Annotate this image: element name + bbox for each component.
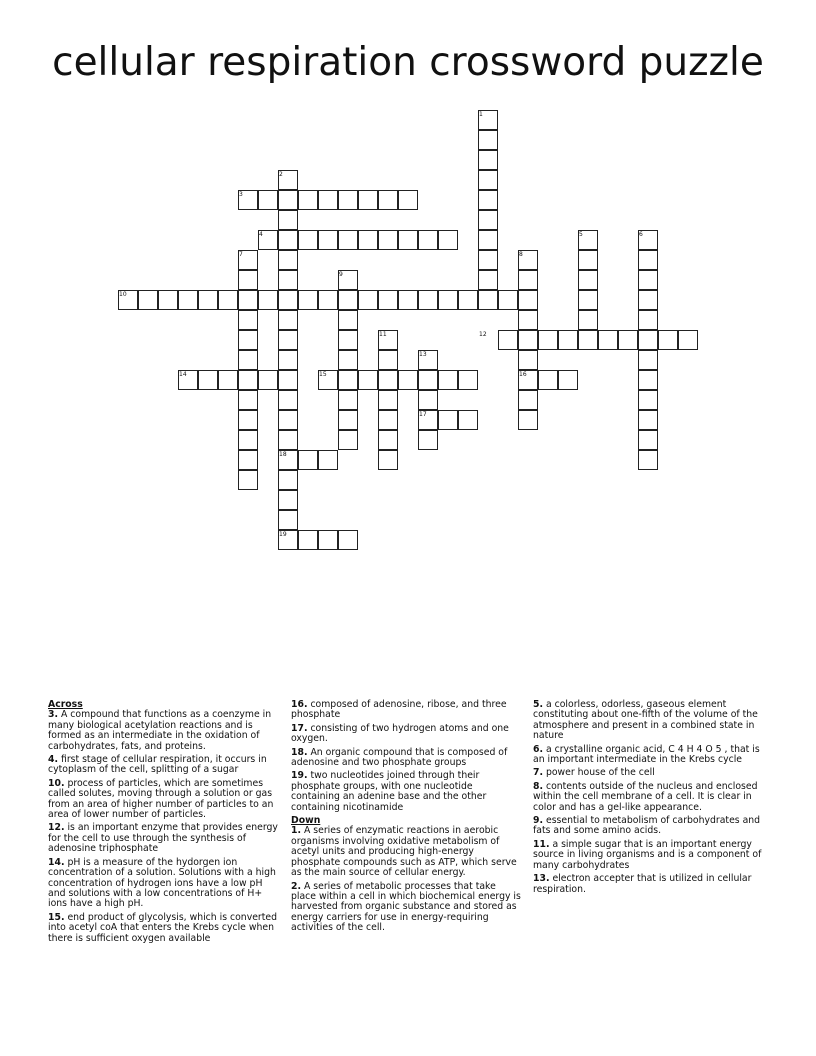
crossword-cell[interactable] (578, 250, 598, 270)
clue-number-label: 1 (479, 111, 483, 118)
clue-text: first stage of cellular respiration, it occurs in cytoplasm of the cell, splitting of a sugar (48, 754, 267, 776)
clue-number-label: 17 (419, 411, 427, 418)
clue-number-label: 13 (419, 351, 427, 358)
crossword-cell[interactable] (418, 390, 438, 410)
crossword-cell[interactable] (438, 410, 458, 430)
clue-text: A compound that functions as a coenzyme in many biological acetylation reactions and is formed as an intermediate in the oxidation of carbohydrates, fats, and proteins. (48, 709, 272, 752)
clue-number: 14. (48, 856, 65, 868)
crossword-cell[interactable] (238, 370, 258, 390)
crossword-cell[interactable] (638, 270, 658, 290)
crossword-cell[interactable] (378, 410, 398, 430)
clue-number-label: 7 (239, 251, 243, 258)
clues-column-3 (533, 700, 765, 898)
crossword-cell[interactable] (278, 470, 298, 490)
clue-text: power house of the cell (543, 767, 655, 779)
crossword-cell[interactable] (438, 370, 458, 390)
clue-number-label: 14 (179, 371, 187, 378)
crossword-cell[interactable] (478, 190, 498, 210)
clue-number: 7. (533, 767, 544, 779)
clue-number-label: 5 (579, 231, 583, 238)
crossword-cell[interactable] (358, 370, 378, 390)
crossword-cell[interactable] (378, 390, 398, 410)
crossword-cell[interactable] (338, 310, 358, 330)
crossword-cell[interactable] (538, 370, 558, 390)
crossword-cell[interactable] (178, 290, 198, 310)
down-clue-list-continued (533, 700, 765, 895)
crossword-cell[interactable] (398, 230, 418, 250)
clue-number: 11. (533, 838, 550, 850)
crossword-cell[interactable] (378, 370, 398, 390)
crossword-cell[interactable] (418, 370, 438, 390)
crossword-cell[interactable] (318, 190, 338, 210)
clue-item (48, 913, 280, 944)
clue-number: 6. (533, 743, 544, 755)
clue-item (48, 755, 280, 776)
clue-item (48, 823, 280, 854)
clue-number-label: 12 (479, 331, 487, 338)
crossword-cell[interactable] (198, 370, 218, 390)
crossword-cell[interactable] (418, 290, 438, 310)
clue-number-label: 16 (519, 371, 527, 378)
crossword-cell[interactable] (338, 410, 358, 430)
crossword-cell[interactable] (458, 410, 478, 430)
crossword-cell[interactable] (138, 290, 158, 310)
clue-number-label: 18 (279, 451, 287, 458)
crossword-cell[interactable] (278, 390, 298, 410)
crossword-cell[interactable] (298, 230, 318, 250)
crossword-cell[interactable] (378, 230, 398, 250)
crossword-cell[interactable] (218, 290, 238, 310)
crossword-cell[interactable] (158, 290, 178, 310)
crossword-cell[interactable] (678, 330, 698, 350)
crossword-cell[interactable] (478, 130, 498, 150)
crossword-cell[interactable] (378, 290, 398, 310)
crossword-cell[interactable] (478, 270, 498, 290)
crossword-cell[interactable] (338, 430, 358, 450)
clue-number: 17. (291, 722, 308, 734)
clue-item (533, 840, 765, 871)
crossword-cell[interactable] (638, 330, 658, 350)
crossword-cell[interactable] (318, 530, 338, 550)
crossword-cell[interactable] (238, 470, 258, 490)
crossword-cell[interactable] (278, 290, 298, 310)
crossword-cell[interactable] (358, 190, 378, 210)
clue-text: An organic compound that is composed of adenosine and two phosphate groups (291, 746, 508, 769)
crossword-cell[interactable] (298, 190, 318, 210)
clue-number-label: 8 (519, 251, 523, 258)
crossword-cell[interactable] (258, 190, 278, 210)
crossword-cell[interactable] (638, 430, 658, 450)
crossword-cell[interactable] (478, 230, 498, 250)
clue-item (533, 700, 765, 742)
clue-item (533, 768, 765, 778)
crossword-cell[interactable] (298, 450, 318, 470)
crossword-cell[interactable] (338, 350, 358, 370)
crossword-cell[interactable] (338, 190, 358, 210)
clue-number-label: 3 (239, 191, 243, 198)
crossword-cell[interactable] (238, 350, 258, 370)
clue-item (291, 700, 523, 721)
crossword-cell[interactable] (278, 370, 298, 390)
crossword-cell[interactable] (318, 290, 338, 310)
clue-number-label: 10 (119, 291, 127, 298)
crossword-cell[interactable] (258, 290, 278, 310)
crossword-cell[interactable] (238, 450, 258, 470)
clue-number: 8. (533, 780, 544, 792)
crossword-cell[interactable] (438, 230, 458, 250)
clue-number: 12. (48, 822, 65, 834)
crossword-cell[interactable] (638, 390, 658, 410)
clue-text: essential to metabolism of carbohydrates and fats and some amino acids. (533, 815, 761, 837)
clue-text: electron accepter that is utilized in cellular respiration. (533, 873, 752, 895)
crossword-cell[interactable] (478, 290, 498, 310)
clue-number: 4. (48, 754, 59, 766)
clue-item (533, 816, 765, 837)
clues-column-1 (48, 700, 280, 947)
crossword-cell[interactable] (218, 370, 238, 390)
crossword-cell[interactable] (498, 330, 518, 350)
clue-text: a crystalline organic acid, C 4 H 4 O 5 , that is an important intermediate in the Krebs cycle (533, 743, 760, 766)
crossword-cell[interactable] (278, 410, 298, 430)
clue-number-label: 6 (639, 231, 643, 238)
crossword-cell[interactable] (278, 230, 298, 250)
clue-text: process of particles, which are sometimes called solutes, moving through a solution or gas from an area of higher number of particles to an area of lower number of particles. (48, 777, 274, 821)
crossword-cell[interactable] (298, 530, 318, 550)
crossword-cell[interactable] (378, 430, 398, 450)
crossword-cell[interactable] (618, 330, 638, 350)
clue-number: 3. (48, 709, 59, 721)
clue-item (48, 710, 280, 752)
crossword-cell[interactable] (318, 230, 338, 250)
crossword-cell[interactable] (458, 370, 478, 390)
clue-item (291, 724, 523, 745)
crossword-cell[interactable] (578, 310, 598, 330)
crossword-cell[interactable] (638, 310, 658, 330)
crossword-cell[interactable] (598, 330, 618, 350)
crossword-cell[interactable] (638, 410, 658, 430)
clue-item (291, 771, 523, 813)
clue-number: 13. (533, 873, 550, 885)
clue-number: 2. (291, 880, 302, 892)
clue-number-label: 2 (279, 171, 283, 178)
clue-item (291, 748, 523, 769)
crossword-cell[interactable] (398, 290, 418, 310)
clue-number-label: 9 (339, 271, 343, 278)
clue-text: is an important enzyme that provides energy for the cell to use through the synthesis of adenosine triphosphate (48, 822, 278, 855)
clue-number: 19. (291, 770, 308, 782)
crossword-cell[interactable] (278, 350, 298, 370)
crossword-cell[interactable] (518, 310, 538, 330)
crossword-cell[interactable] (518, 390, 538, 410)
clue-item (533, 745, 765, 766)
crossword-cell[interactable] (358, 230, 378, 250)
across-clue-list (48, 710, 280, 944)
crossword-cell[interactable] (278, 210, 298, 230)
crossword-cell[interactable] (518, 270, 538, 290)
crossword-cell[interactable] (278, 310, 298, 330)
crossword-cell[interactable] (378, 190, 398, 210)
clue-number-label: 19 (279, 531, 287, 538)
crossword-cell[interactable] (278, 250, 298, 270)
crossword-cell[interactable] (538, 330, 558, 350)
clue-text: contents outside of the nucleus and enclosed within the cell membrane of a cell. It is clear in color and has a gel-like appearance. (533, 780, 758, 813)
crossword-cell[interactable] (338, 370, 358, 390)
clue-text: A series of metabolic processes that take place within a cell in which biochemical energy is harvested from organic substance and stored as energy carriers for use in energy-requiring activities of the cell. (291, 880, 521, 934)
crossword-cell[interactable] (578, 270, 598, 290)
clue-text: A series of enzymatic reactions in aerobic organisms involving oxidative metabolism of acetyl units and producing high-energy phosphate compounds such as ATP, which serve as the main source of cellular energy. (291, 825, 517, 879)
clue-item (533, 874, 765, 895)
crossword-cell[interactable] (498, 290, 518, 310)
crossword-cell[interactable] (418, 430, 438, 450)
crossword-cell[interactable] (198, 290, 218, 310)
clue-item (48, 779, 280, 821)
clue-text: consisting of two hydrogen atoms and one oxygen. (291, 722, 509, 745)
crossword-cell[interactable] (478, 250, 498, 270)
clue-text: a simple sugar that is an important energy source in living organisms and is a component of many carbohydrates (533, 838, 762, 871)
crossword-cell[interactable] (638, 370, 658, 390)
crossword-cell[interactable] (278, 430, 298, 450)
crossword-cell[interactable] (558, 330, 578, 350)
crossword-cell[interactable] (318, 450, 338, 470)
crossword-cell[interactable] (238, 290, 258, 310)
clue-text: end product of glycolysis, which is converted into acetyl coA that enters the Krebs cycle when there is sufficient oxygen available (48, 911, 278, 944)
clue-number: 10. (48, 777, 65, 789)
clue-number: 18. (291, 746, 308, 758)
clue-number-label: 4 (259, 231, 263, 238)
crossword-cell[interactable] (378, 350, 398, 370)
crossword-cell[interactable] (238, 330, 258, 350)
crossword-cell[interactable] (338, 330, 358, 350)
crossword-cell[interactable] (278, 270, 298, 290)
crossword-cell[interactable] (298, 290, 318, 310)
clue-number: 1. (291, 825, 302, 837)
crossword-cell[interactable] (638, 450, 658, 470)
crossword-cell[interactable] (518, 350, 538, 370)
down-clue-list (291, 826, 523, 933)
clue-text: a colorless, odorless, gaseous element constituting about one-fifth of the volume of the atmosphere and present in a combined state in nature (533, 699, 758, 742)
crossword-cell[interactable] (278, 510, 298, 530)
clue-number-label: 11 (379, 331, 387, 338)
crossword-cell[interactable] (238, 270, 258, 290)
crossword-cell[interactable] (338, 390, 358, 410)
crossword-cell[interactable] (338, 290, 358, 310)
clue-text: two nucleotides joined through their phosphate groups, with one nucleotide containing an adenine base and the other containing nicotinamide (291, 770, 487, 813)
crossword-cell[interactable] (238, 390, 258, 410)
crossword-cell[interactable] (478, 170, 498, 190)
clue-item (48, 858, 280, 910)
clue-number-label: 15 (319, 371, 327, 378)
crossword-cell[interactable] (278, 490, 298, 510)
crossword-cell[interactable] (518, 330, 538, 350)
crossword-cell[interactable] (238, 310, 258, 330)
crossword-cell[interactable] (518, 410, 538, 430)
crossword-cell[interactable] (258, 370, 278, 390)
crossword-cell[interactable] (398, 190, 418, 210)
crossword-cell[interactable] (478, 150, 498, 170)
crossword-cell[interactable] (638, 290, 658, 310)
clue-number: 16. (291, 699, 308, 710)
crossword-cell[interactable] (338, 530, 358, 550)
crossword-cell[interactable] (418, 230, 438, 250)
crossword-cell[interactable] (638, 250, 658, 270)
down-heading: Down (291, 815, 321, 827)
crossword-cell[interactable] (558, 370, 578, 390)
crossword-cell[interactable] (398, 370, 418, 390)
clue-number: 9. (533, 815, 544, 827)
crossword-cell[interactable] (238, 430, 258, 450)
crossword-cell[interactable] (658, 330, 678, 350)
clue-text: pH is a measure of the hydorgen ion concentration of a solution. Solutions with a high concentration of hydrogen ions have a low pH and solutions with a low concentrations of H+ ions have a high pH. (48, 856, 276, 910)
crossword-cell[interactable] (338, 230, 358, 250)
crossword-cell[interactable] (358, 290, 378, 310)
crossword-cell[interactable] (378, 450, 398, 470)
crossword-cell[interactable] (578, 330, 598, 350)
page-title: cellular respiration crossword puzzle (52, 40, 764, 85)
clue-item (291, 826, 523, 878)
clue-item (533, 782, 765, 813)
across-clue-list-continued (291, 700, 523, 813)
crossword-cell[interactable] (578, 290, 598, 310)
crossword-cell[interactable] (518, 290, 538, 310)
crossword-cell[interactable] (278, 190, 298, 210)
crossword-cell[interactable] (278, 330, 298, 350)
clues-column-2 (291, 700, 523, 937)
crossword-cell[interactable] (478, 210, 498, 230)
clue-text: composed of adenosine, ribose, and three phosphate (291, 699, 507, 721)
across-heading: Across (48, 699, 83, 710)
crossword-cell[interactable] (458, 290, 478, 310)
clue-number: 15. (48, 911, 65, 923)
crossword-cell[interactable] (638, 350, 658, 370)
crossword-cell[interactable] (238, 410, 258, 430)
crossword-cell[interactable] (438, 290, 458, 310)
clue-number: 5. (533, 699, 544, 710)
clue-item (291, 882, 523, 934)
